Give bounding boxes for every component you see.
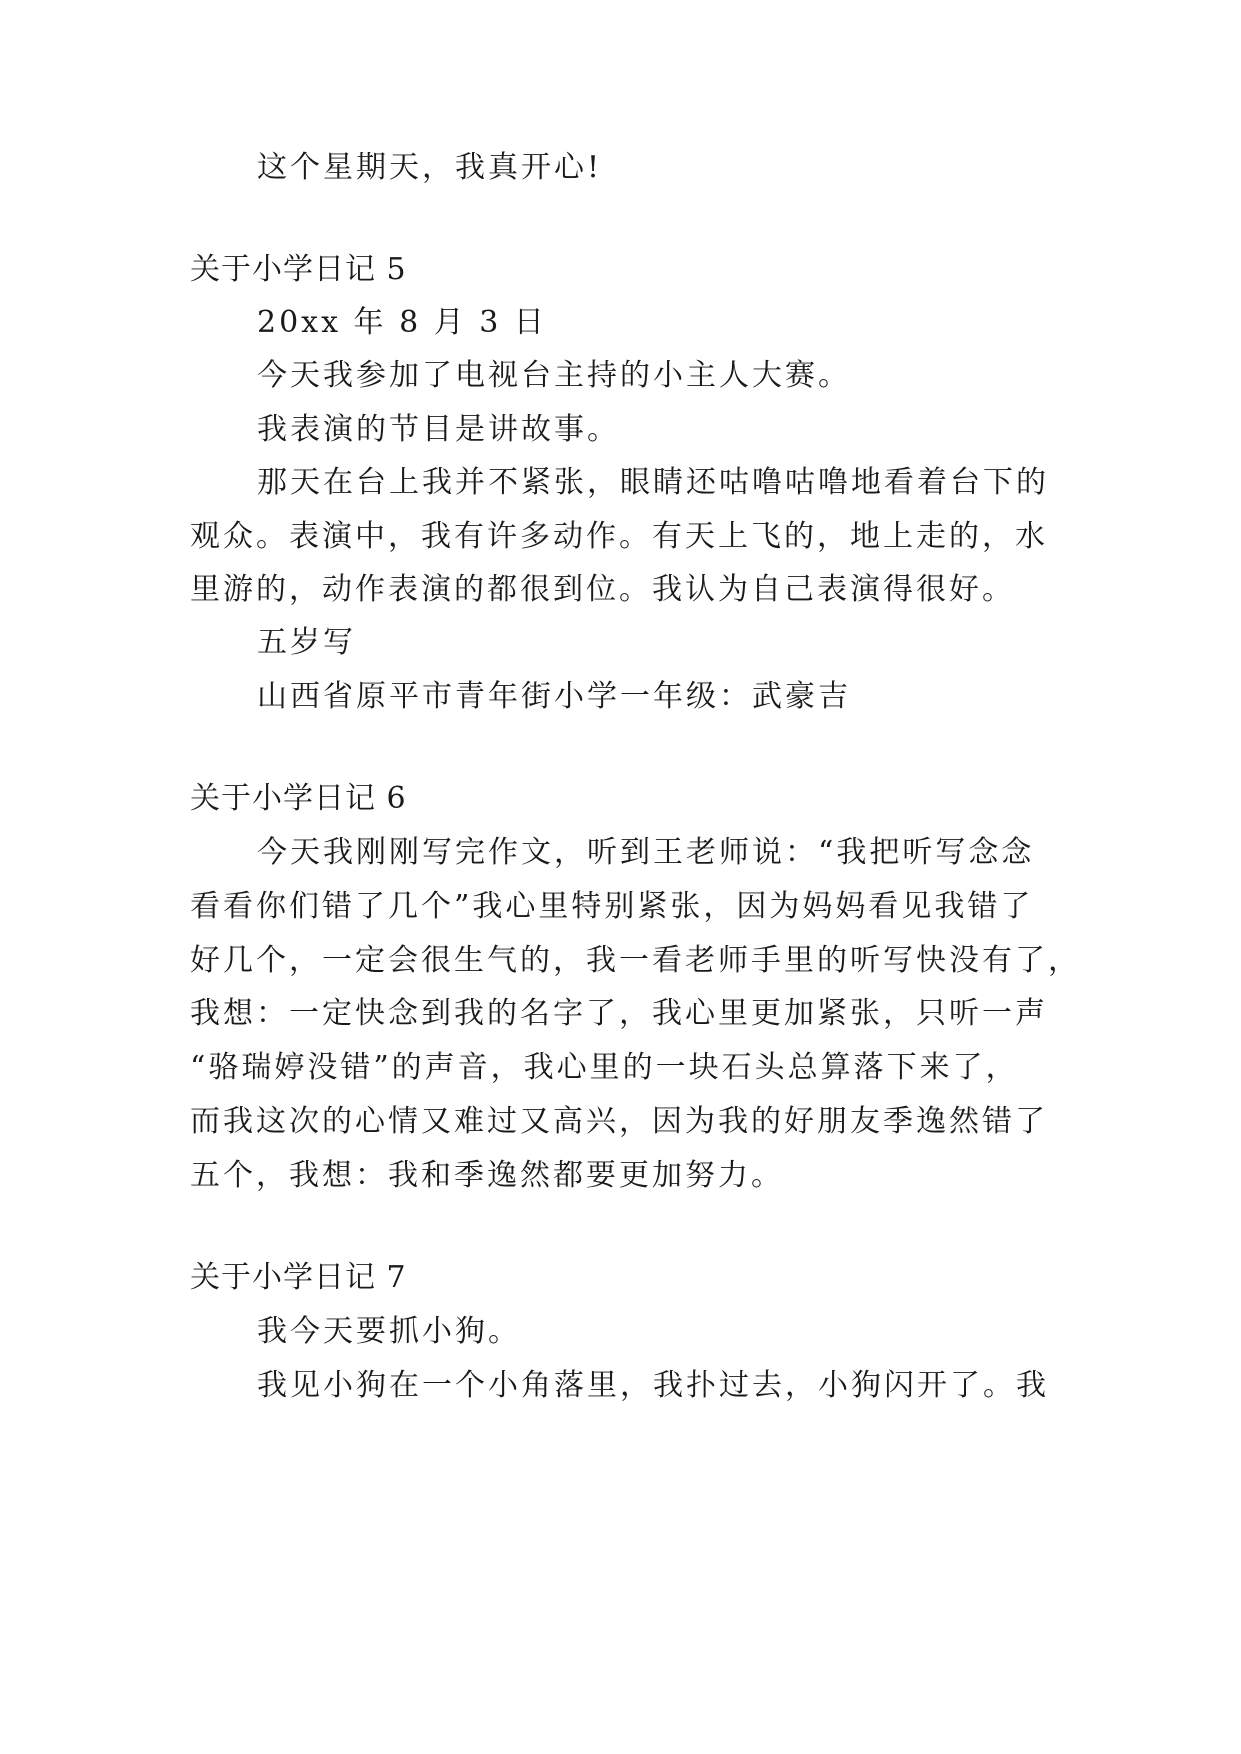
paragraph-line: “骆瑞婷没错”的声音，我心里的一块石头总算落下来了， <box>190 1050 1019 1085</box>
author-age: 五岁写 <box>257 625 356 660</box>
entry-date: 20xx 年 8 月 3 日 <box>257 305 547 340</box>
entry-title: 关于小学日记 6 <box>190 781 407 816</box>
paragraph-line: 今天我参加了电视台主持的小主人大赛。 <box>257 358 851 393</box>
entry-title: 关于小学日记 7 <box>190 1260 407 1295</box>
paragraph-line: 好几个，一定会很生气的，我一看老师手里的听写快没有了， <box>190 943 1081 978</box>
paragraph-line: 今天我刚刚写完作文，听到王老师说：“我把听写念念 <box>257 835 1035 870</box>
paragraph-line: 里游的，动作表演的都很到位。我认为自己表演得很好。 <box>190 572 1015 607</box>
paragraph-line: 这个星期天，我真开心! <box>257 150 603 185</box>
paragraph-line: 我见小狗在一个小角落里，我扑过去，小狗闪开了。我 <box>257 1368 1049 1403</box>
paragraph-line: 五个，我想：我和季逸然都要更加努力。 <box>190 1158 784 1193</box>
paragraph-line: 那天在台上我并不紧张，眼睛还咕噜咕噜地看着台下的 <box>257 465 1049 500</box>
paragraph-line: 而我这次的心情又难过又高兴，因为我的好朋友季逸然错了 <box>190 1104 1048 1139</box>
entry-title: 关于小学日记 5 <box>190 252 407 287</box>
paragraph-line: 看看你们错了几个”我心里特别紧张，因为妈妈看见我错了 <box>190 889 1034 924</box>
paragraph-line: 观众。表演中，我有许多动作。有天上飞的，地上走的，水 <box>190 519 1048 554</box>
paragraph-line: 我想：一定快念到我的名字了，我心里更加紧张，只听一声 <box>190 996 1048 1031</box>
paragraph-line: 我表演的节目是讲故事。 <box>257 412 620 447</box>
paragraph-line: 我今天要抓小狗。 <box>257 1314 521 1349</box>
author-school: 山西省原平市青年街小学一年级：武豪吉 <box>257 679 851 714</box>
